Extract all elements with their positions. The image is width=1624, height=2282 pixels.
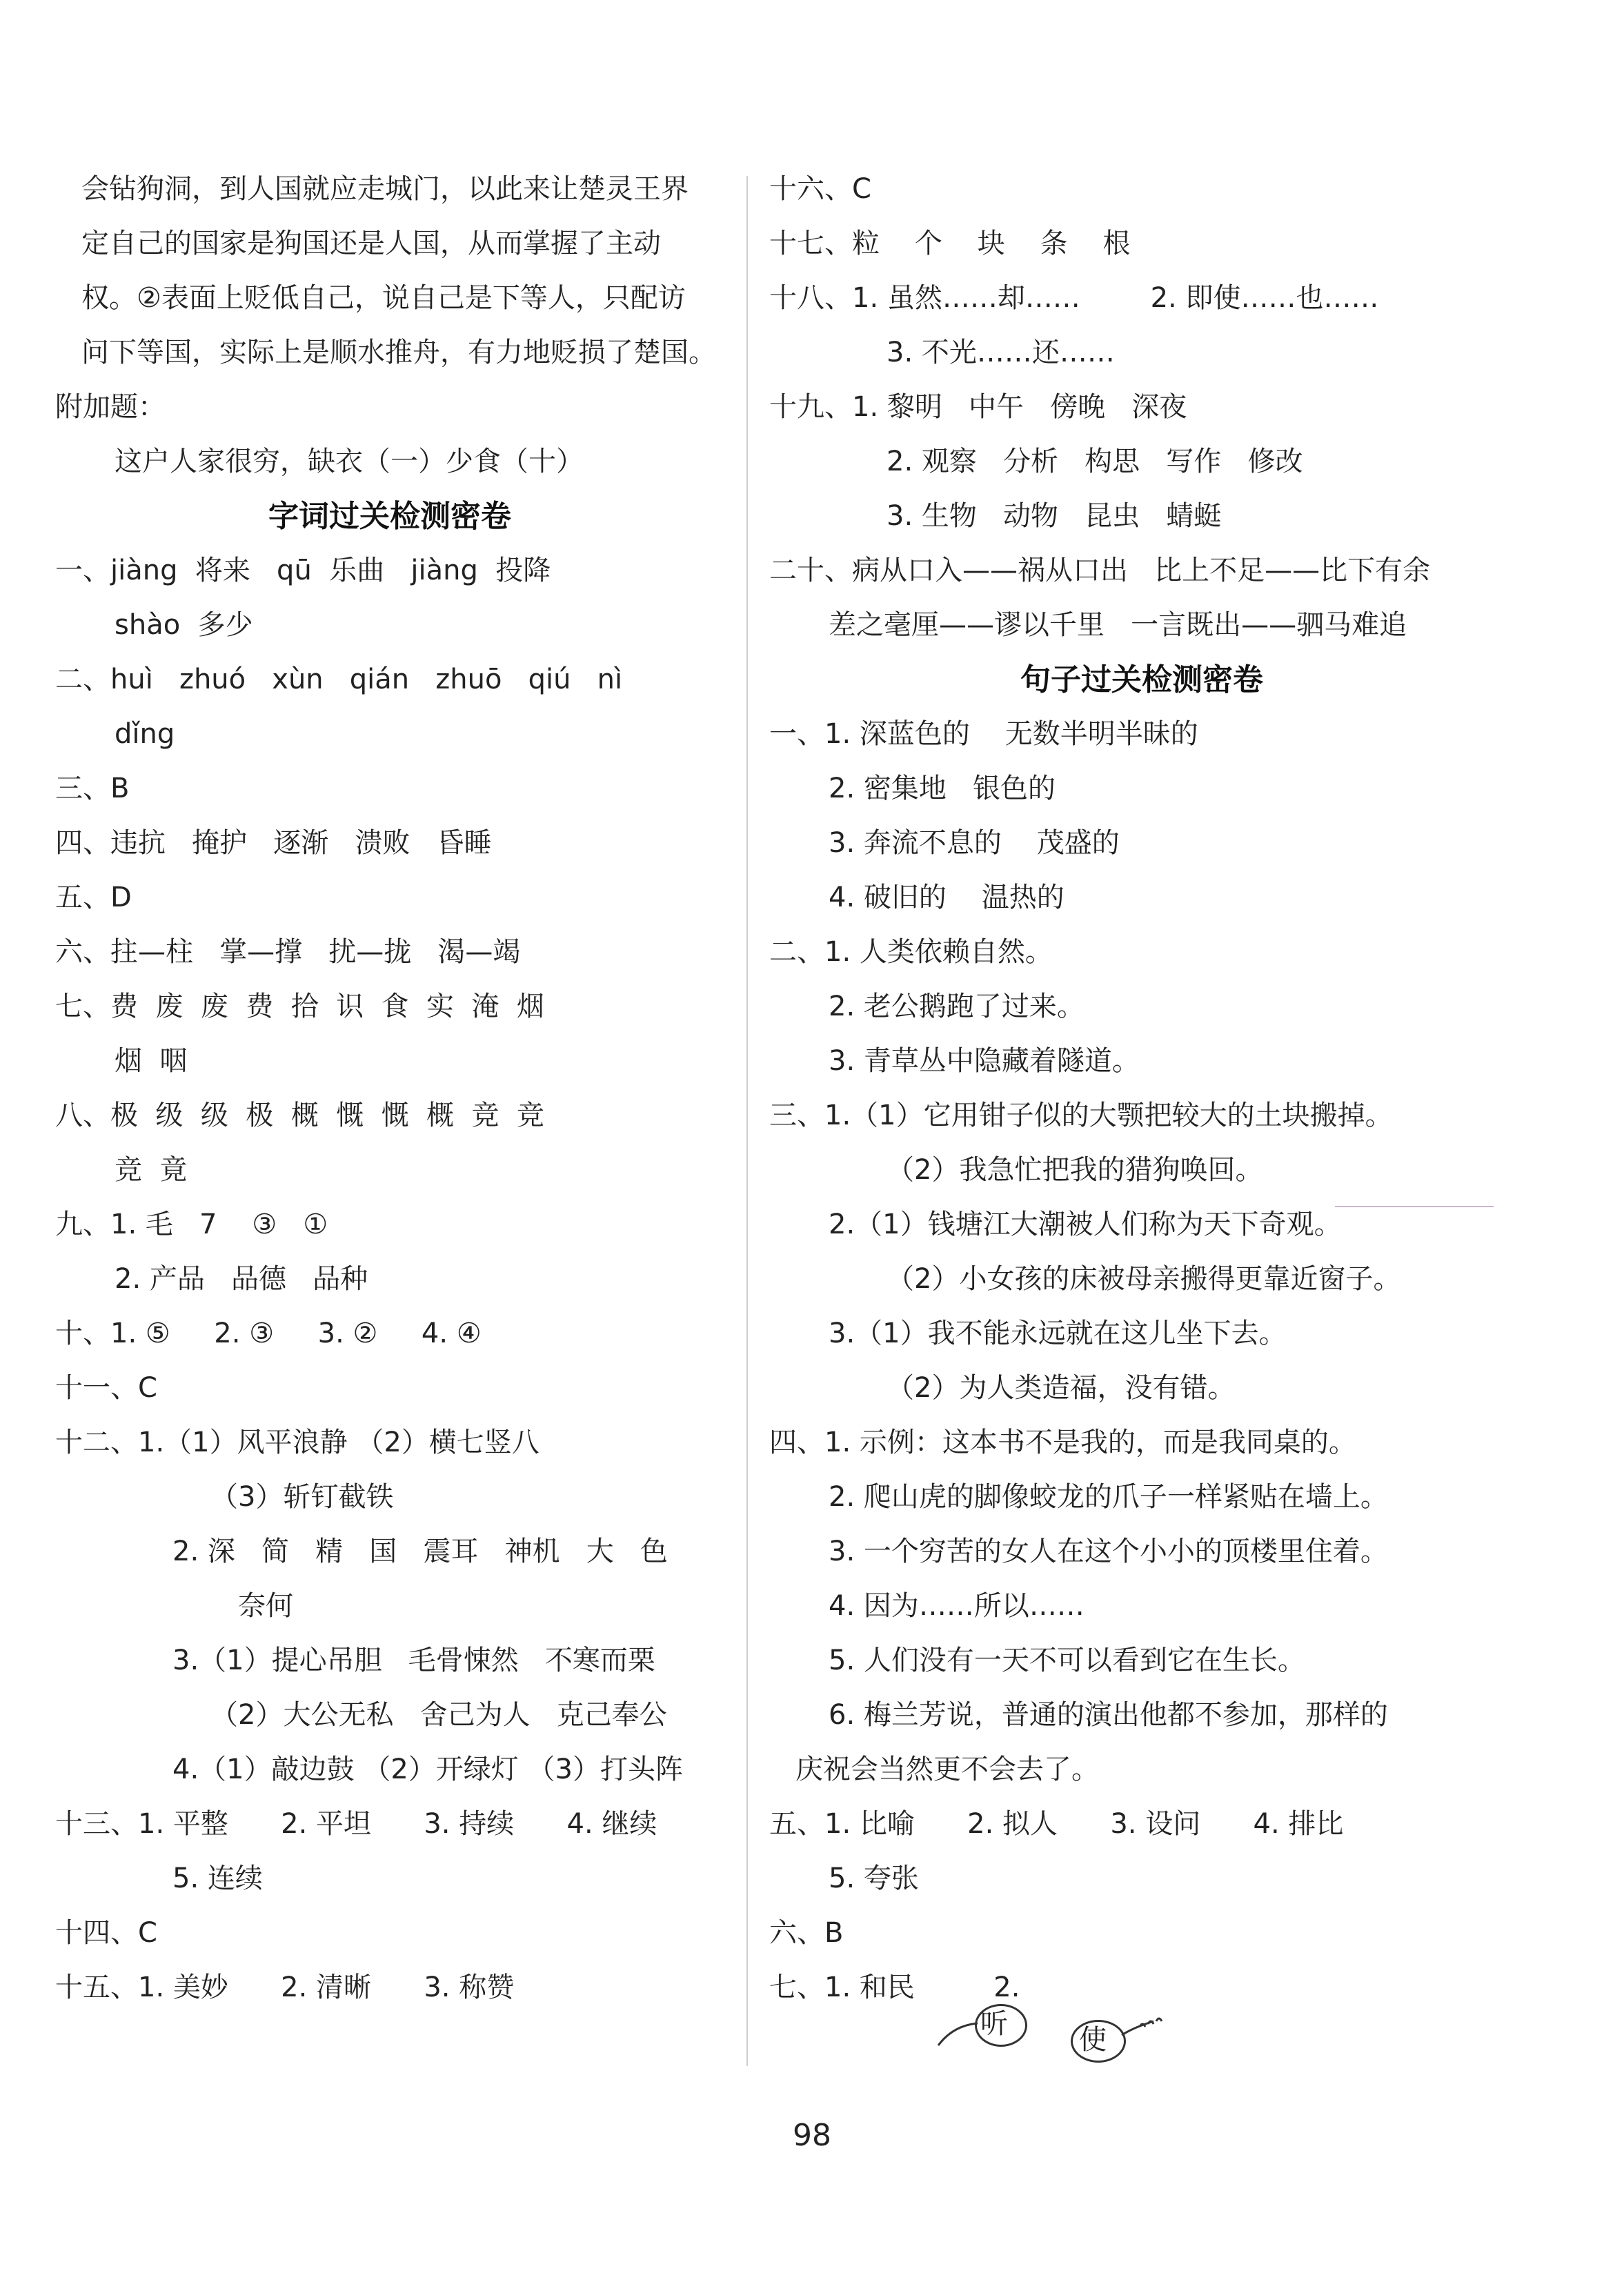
answer-line: 六、B — [769, 1917, 844, 1949]
answer-line: 4. 因为……所以…… — [829, 1590, 1085, 1622]
answer-line: 竞 竟 — [115, 1154, 188, 1186]
proof-mark-text-1: 听 — [980, 2008, 1008, 2040]
answer-line: 二、1. 人类依赖自然。 — [769, 936, 1053, 968]
answer-line: 六、拄—柱 掌—撑 扰—拢 渴—竭 — [55, 936, 521, 968]
answer-line: 3.（1）提心吊胆 毛骨悚然 不寒而栗 — [172, 1645, 655, 1676]
answer-line: 三、1.（1）它用钳子似的大颚把较大的土块搬掉。 — [769, 1100, 1393, 1131]
answer-line: 3. 青草丛中隐藏着隧道。 — [829, 1045, 1140, 1077]
answer-line: 十七、粒 个 块 条 根 — [769, 228, 1131, 259]
answer-line: 九、1. 毛 7 ③ ① — [55, 1209, 328, 1240]
answer-line: 2. 老公鹅跑了过来。 — [829, 991, 1085, 1022]
answer-line: （3）斩钉截铁 — [210, 1481, 394, 1513]
answer-line: 二十、病从口入——祸从口出 比上不足——比下有余 — [769, 555, 1431, 586]
answer-line: 定自己的国家是狗国还是人国，从而掌握了主动 — [81, 228, 661, 259]
answer-line: 一、1. 深蓝色的 无数半明半昧的 — [769, 718, 1198, 750]
answer-line: 附加题： — [55, 391, 166, 423]
answer-line: 3. 一个穷苦的女人在这个小小的顶楼里住着。 — [829, 1536, 1388, 1567]
answer-line: 五、1. 比喻 2. 拟人 3. 设问 4. 排比 — [769, 1808, 1344, 1840]
proof-mark-insert — [935, 2004, 1024, 2052]
answer-line: 2. 密集地 银色的 — [829, 773, 1056, 804]
answer-line: （2）大公无私 舍己为人 克己奉公 — [210, 1699, 667, 1731]
answer-line: 七、费 废 废 费 拾 识 食 实 淹 烟 — [55, 991, 544, 1022]
answer-line: 问下等国，实际上是顺水推舟，有力地贬损了楚国。 — [81, 337, 716, 368]
answer-line: （2）为人类造福，没有错。 — [887, 1372, 1236, 1404]
answer-line: 三、B — [55, 773, 130, 804]
answer-line: 十、1. ⑤ 2. ③ 3. ② 4. ④ — [55, 1318, 482, 1349]
answer-line: shào 多少 — [115, 609, 253, 641]
answer-line: 四、违抗 掩护 逐渐 溃败 昏睡 — [55, 827, 492, 859]
answer-line: 2. 爬山虎的脚像蛟龙的爪子一样紧贴在墙上。 — [829, 1481, 1388, 1513]
left-column — [55, 162, 724, 2015]
answer-line: 5. 连续 — [172, 1863, 263, 1894]
answer-line: 十五、1. 美妙 2. 清晰 3. 称赞 — [55, 1972, 515, 2003]
section-heading: 句子过关检测密卷 — [1020, 662, 1263, 697]
answer-line: 十一、C — [55, 1372, 157, 1404]
proof-mark-text-2: 使 — [1079, 2024, 1107, 2056]
answer-line: 差之毫厘——谬以千里 一言既出——驷马难追 — [829, 609, 1407, 641]
answer-line: 权。②表面上贬低自己，说自己是下等人，只配访 — [81, 282, 686, 314]
pen-stroke — [1335, 1206, 1494, 1207]
answer-line: 一、jiàng 将来 qū 乐曲 jiàng 投降 — [55, 555, 551, 586]
answer-line: 5. 人们没有一天不可以看到它在生长。 — [829, 1645, 1305, 1676]
answer-line: 2. 深 简 精 国 震耳 神机 大 色 — [172, 1536, 668, 1567]
answer-line: 庆祝会当然更不会去了。 — [795, 1754, 1099, 1785]
answer-line: 2.（1）钱塘江大潮被人们称为天下奇观。 — [829, 1209, 1342, 1240]
answer-line: 5. 夸张 — [829, 1863, 919, 1894]
answer-line: 十四、C — [55, 1917, 157, 1949]
answer-line: 3.（1）我不能永远就在这儿坐下去。 — [829, 1318, 1287, 1349]
section-heading: 字词过关检测密卷 — [268, 499, 511, 534]
answer-line: 七、1. 和民 2. — [769, 1972, 1020, 2003]
page-number: 98 — [793, 2118, 831, 2153]
answer-line: 十八、1. 虽然……却…… 2. 即使……也…… — [769, 282, 1379, 314]
right-column — [769, 162, 1514, 2015]
answer-line: 2. 产品 品德 品种 — [115, 1263, 368, 1295]
answer-line: 3. 不光……还…… — [887, 337, 1115, 368]
answer-line: （2）小女孩的床被母亲搬得更靠近窗子。 — [887, 1263, 1401, 1295]
answer-line: 八、极 级 级 极 概 慨 慨 概 竞 竞 — [55, 1100, 544, 1131]
answer-line: 十三、1. 平整 2. 平坦 3. 持续 4. 继续 — [55, 1808, 657, 1840]
answer-line: 二、huì zhuó xùn qián zhuō qiú nì — [55, 664, 623, 695]
answer-line: 3. 生物 动物 昆虫 蜻蜓 — [887, 500, 1222, 532]
answer-line: 这户人家很穷，缺衣（一）少食（十） — [115, 446, 584, 477]
answer-line: 奈何 — [238, 1590, 293, 1622]
answer-line: dǐng — [115, 718, 175, 750]
answer-line: 4. 破旧的 温热的 — [829, 882, 1064, 913]
answer-line: 十二、1.（1）风平浪静 （2）横七竖八 — [55, 1427, 539, 1458]
answer-line: 五、D — [55, 882, 132, 913]
answer-line: 会钻狗洞，到人国就应走城门，以此来让楚灵王界 — [81, 173, 689, 205]
answer-line: 3. 奔流不息的 茂盛的 — [829, 827, 1120, 859]
answer-line: 烟 咽 — [115, 1045, 188, 1077]
proof-mark-swap — [1071, 2014, 1174, 2063]
answer-line: （2）我急忙把我的猎狗唤回。 — [887, 1154, 1263, 1186]
answer-line: 四、1. 示例：这本书不是我的，而是我同桌的。 — [769, 1427, 1356, 1458]
answer-line: 十六、C — [769, 173, 871, 205]
column-divider — [746, 176, 748, 2066]
answer-line: 十九、1. 黎明 中午 傍晚 深夜 — [769, 391, 1187, 423]
answer-line: 2. 观察 分析 构思 写作 修改 — [887, 446, 1303, 477]
answer-line: 6. 梅兰芳说，普通的演出他都不参加，那样的 — [829, 1699, 1388, 1731]
answer-line: 4.（1）敲边鼓 （2）开绿灯 （3）打头阵 — [172, 1754, 683, 1785]
